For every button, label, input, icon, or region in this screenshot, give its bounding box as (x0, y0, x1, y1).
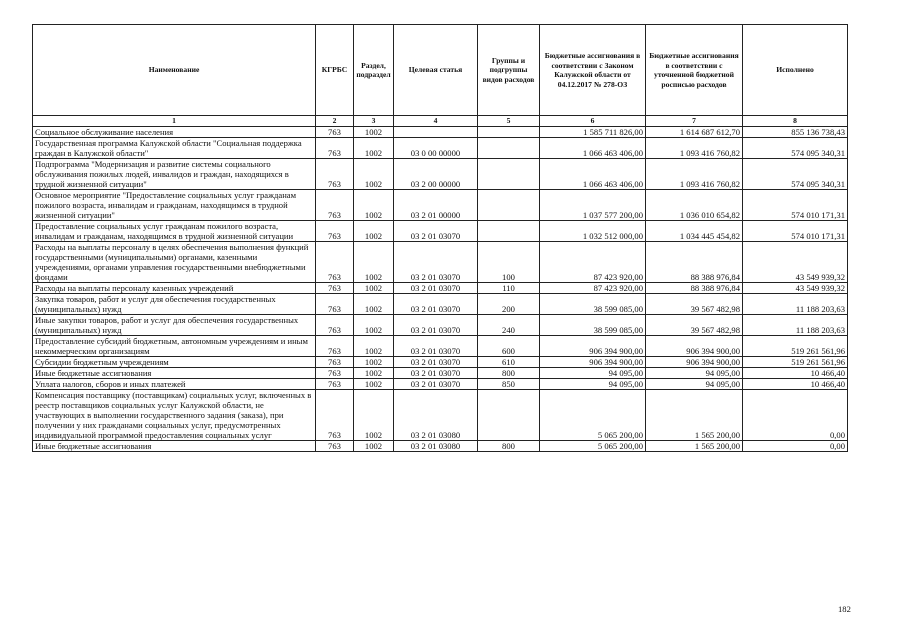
row-target: 03 2 01 03070 (394, 221, 478, 242)
row-law: 38 599 085,00 (540, 294, 646, 315)
row-section: 1002 (354, 190, 394, 221)
row-executed: 10 466,40 (743, 368, 848, 379)
row-name: Закупка товаров, работ и услуг для обеспечения государственных (муниципальных) нужд (33, 294, 316, 315)
row-refined: 1 565 200,00 (646, 441, 743, 452)
table-row (33, 221, 848, 242)
row-section: 1002 (354, 221, 394, 242)
column-number: 6 (540, 116, 646, 127)
column-number-row (33, 116, 848, 127)
header-groups: Группы и подгруппы видов расходов (478, 25, 540, 116)
row-kgrbs: 763 (316, 159, 354, 190)
row-kgrbs: 763 (316, 379, 354, 390)
row-name: Государственная программа Калужской области "Социальная поддержка граждан в Калужской области" (33, 138, 316, 159)
row-kgrbs: 763 (316, 283, 354, 294)
column-number: 4 (394, 116, 478, 127)
row-law: 1 037 577 200,00 (540, 190, 646, 221)
row-section: 1002 (354, 127, 394, 138)
row-section: 1002 (354, 441, 394, 452)
row-refined: 1 565 200,00 (646, 390, 743, 441)
row-executed: 0,00 (743, 390, 848, 441)
row-law: 38 599 085,00 (540, 315, 646, 336)
row-kgrbs: 763 (316, 138, 354, 159)
table-row (33, 159, 848, 190)
row-executed: 519 261 561,96 (743, 336, 848, 357)
row-target: 03 2 01 00000 (394, 190, 478, 221)
row-law: 1 585 711 826,00 (540, 127, 646, 138)
row-name: Иные бюджетные ассигнования (33, 368, 316, 379)
row-name: Социальное обслуживание населения (33, 127, 316, 138)
header-name: Наименование (33, 25, 316, 116)
row-target: 03 2 01 03070 (394, 242, 478, 283)
row-target: 03 2 01 03070 (394, 294, 478, 315)
row-group: 800 (478, 441, 540, 452)
row-name: Предоставление субсидий бюджетным, автономным учреждениям и иным некоммерческим организациям (33, 336, 316, 357)
row-refined: 88 388 976,84 (646, 242, 743, 283)
row-refined: 1 614 687 612,70 (646, 127, 743, 138)
row-kgrbs: 763 (316, 221, 354, 242)
row-law: 1 066 463 406,00 (540, 138, 646, 159)
row-executed: 43 549 939,32 (743, 283, 848, 294)
row-executed: 574 095 340,31 (743, 138, 848, 159)
row-executed: 519 261 561,96 (743, 357, 848, 368)
table-row (33, 379, 848, 390)
row-executed: 574 010 171,31 (743, 221, 848, 242)
row-executed: 574 010 171,31 (743, 190, 848, 221)
row-kgrbs: 763 (316, 441, 354, 452)
column-number: 3 (354, 116, 394, 127)
table-row (33, 127, 848, 138)
row-kgrbs: 763 (316, 357, 354, 368)
row-executed: 10 466,40 (743, 379, 848, 390)
table-row (33, 357, 848, 368)
row-executed: 0,00 (743, 441, 848, 452)
table-row (33, 315, 848, 336)
header-refined: Бюджетные ассигнования в соответствии с уточненной бюджетной росписью расходов (646, 25, 743, 116)
row-name: Подпрограмма "Модернизация и развитие системы социального обслуживания пожилых людей, инвалидов и граждан, находящихся в трудной жизненной ситуации" (33, 159, 316, 190)
row-name: Расходы на выплаты персоналу казенных учреждений (33, 283, 316, 294)
column-number: 5 (478, 116, 540, 127)
row-kgrbs: 763 (316, 294, 354, 315)
row-group: 100 (478, 242, 540, 283)
row-group: 240 (478, 315, 540, 336)
row-group (478, 159, 540, 190)
row-executed: 11 188 203,63 (743, 294, 848, 315)
row-executed: 43 549 939,32 (743, 242, 848, 283)
row-kgrbs: 763 (316, 368, 354, 379)
row-name: Субсидии бюджетным учреждениям (33, 357, 316, 368)
row-law: 906 394 900,00 (540, 357, 646, 368)
row-group: 800 (478, 368, 540, 379)
row-executed: 855 136 738,43 (743, 127, 848, 138)
column-number: 1 (33, 116, 316, 127)
row-group: 850 (478, 379, 540, 390)
row-refined: 1 036 010 654,82 (646, 190, 743, 221)
row-name: Предоставление социальных услуг гражданам пожилого возраста, инвалидам и гражданам, находящимся в трудной жизненной ситуации (33, 221, 316, 242)
row-executed: 574 095 340,31 (743, 159, 848, 190)
row-kgrbs: 763 (316, 127, 354, 138)
header-executed: Исполнено (743, 25, 848, 116)
row-law: 906 394 900,00 (540, 336, 646, 357)
row-group: 110 (478, 283, 540, 294)
row-target: 03 2 01 03070 (394, 368, 478, 379)
row-target: 03 2 01 03080 (394, 390, 478, 441)
row-refined: 39 567 482,98 (646, 315, 743, 336)
row-name: Основное мероприятие "Предоставление социальных услуг гражданам пожилого возраста, инвалидам и гражданам, находящимся в трудной жизненной ситуации" (33, 190, 316, 221)
row-section: 1002 (354, 357, 394, 368)
row-name: Иные закупки товаров, работ и услуг для обеспечения государственных (муниципальных) нужд (33, 315, 316, 336)
header-target: Целевая статья (394, 25, 478, 116)
row-law: 1 066 463 406,00 (540, 159, 646, 190)
page-number: 182 (838, 604, 851, 614)
row-section: 1002 (354, 138, 394, 159)
table-row (33, 368, 848, 379)
column-number: 2 (316, 116, 354, 127)
row-kgrbs: 763 (316, 336, 354, 357)
row-target: 03 2 01 03080 (394, 441, 478, 452)
row-kgrbs: 763 (316, 190, 354, 221)
header-row (33, 25, 848, 116)
row-section: 1002 (354, 315, 394, 336)
row-refined: 1 093 416 760,82 (646, 138, 743, 159)
row-name: Иные бюджетные ассигнования (33, 441, 316, 452)
row-section: 1002 (354, 336, 394, 357)
row-section: 1002 (354, 368, 394, 379)
row-name: Компенсация поставщику (поставщикам) социальных услуг, включенных в реестр поставщиков социальных услуг Калужской области, не участвующих в выполнении государственного задания (заказа), при получении у них гражданами социальных услуг, предусмотренных индивидуальной программой предоставления социальных услуг (33, 390, 316, 441)
row-group (478, 138, 540, 159)
budget-table (32, 24, 848, 452)
row-executed: 11 188 203,63 (743, 315, 848, 336)
row-target: 03 2 00 00000 (394, 159, 478, 190)
row-refined: 94 095,00 (646, 379, 743, 390)
row-section: 1002 (354, 294, 394, 315)
row-target: 03 2 01 03070 (394, 336, 478, 357)
row-kgrbs: 763 (316, 390, 354, 441)
table-row (33, 242, 848, 283)
row-section: 1002 (354, 242, 394, 283)
table-row (33, 441, 848, 452)
row-law: 5 065 200,00 (540, 390, 646, 441)
table-body (33, 127, 848, 452)
row-group (478, 221, 540, 242)
row-target: 03 2 01 03070 (394, 379, 478, 390)
row-group (478, 390, 540, 441)
row-refined: 906 394 900,00 (646, 336, 743, 357)
row-section: 1002 (354, 390, 394, 441)
column-number: 8 (743, 116, 848, 127)
row-law: 5 065 200,00 (540, 441, 646, 452)
row-refined: 906 394 900,00 (646, 357, 743, 368)
header-law: Бюджетные ассигнования в соответствии с Законом Калужской области от 04.12.2017 № 278-ОЗ (540, 25, 646, 116)
table-row (33, 138, 848, 159)
row-law: 94 095,00 (540, 379, 646, 390)
row-target: 03 2 01 03070 (394, 357, 478, 368)
row-refined: 94 095,00 (646, 368, 743, 379)
row-group: 200 (478, 294, 540, 315)
table-row (33, 390, 848, 441)
row-section: 1002 (354, 283, 394, 294)
row-refined: 1 093 416 760,82 (646, 159, 743, 190)
row-law: 1 032 512 000,00 (540, 221, 646, 242)
row-group: 610 (478, 357, 540, 368)
table-row (33, 190, 848, 221)
table-row (33, 283, 848, 294)
row-section: 1002 (354, 159, 394, 190)
row-target: 03 2 01 03070 (394, 315, 478, 336)
table-row (33, 294, 848, 315)
row-refined: 88 388 976,84 (646, 283, 743, 294)
header-section: Раздел, подраздел (354, 25, 394, 116)
row-target: 03 0 00 00000 (394, 138, 478, 159)
row-kgrbs: 763 (316, 315, 354, 336)
row-target: 03 2 01 03070 (394, 283, 478, 294)
row-target (394, 127, 478, 138)
header-kgrbs: КГРБС (316, 25, 354, 116)
row-law: 87 423 920,00 (540, 283, 646, 294)
row-group (478, 127, 540, 138)
column-number: 7 (646, 116, 743, 127)
row-group (478, 190, 540, 221)
row-law: 94 095,00 (540, 368, 646, 379)
row-law: 87 423 920,00 (540, 242, 646, 283)
row-refined: 39 567 482,98 (646, 294, 743, 315)
table-row (33, 336, 848, 357)
row-section: 1002 (354, 379, 394, 390)
row-group: 600 (478, 336, 540, 357)
row-kgrbs: 763 (316, 242, 354, 283)
row-name: Уплата налогов, сборов и иных платежей (33, 379, 316, 390)
row-refined: 1 034 445 454,82 (646, 221, 743, 242)
row-name: Расходы на выплаты персоналу в целях обеспечения выполнения функций государственными (муниципальными) органами, казенными учреждениями, органами управления государственными внебюджетными фондами (33, 242, 316, 283)
